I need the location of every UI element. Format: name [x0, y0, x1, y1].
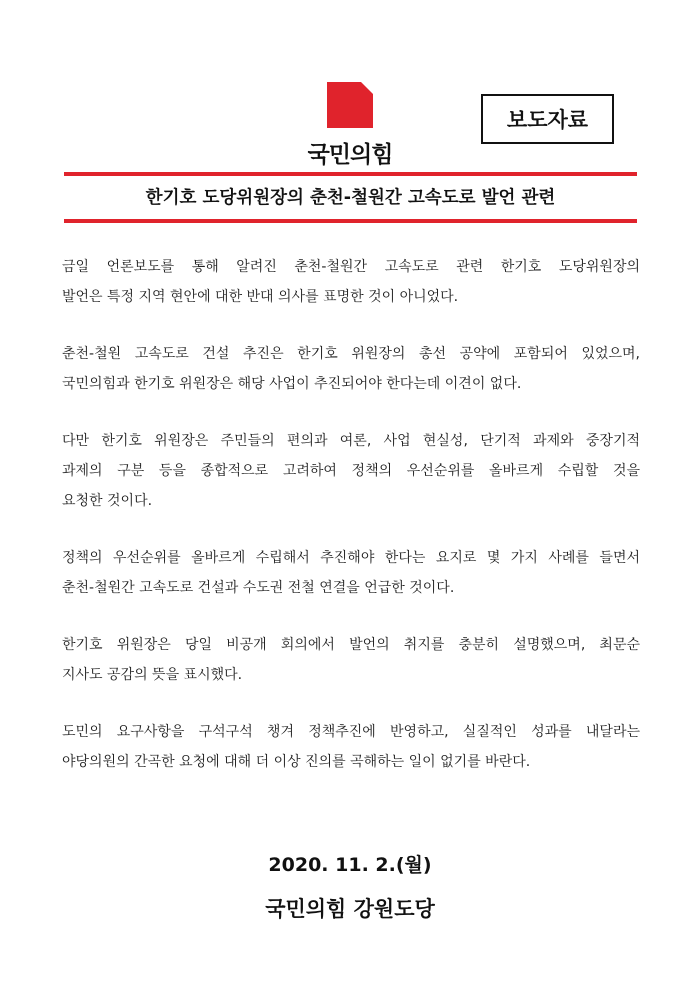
paragraph-line: 한기호 위원장은 당일 비공개 회의에서 발언의 취지를 충분히 설명했으며, 최문순 [62, 637, 640, 653]
headline-top-rule [64, 172, 637, 176]
release-date: 2020. 11. 2.(월) [268, 854, 432, 876]
paragraph-line: 금일 언론보도를 통해 알려진 춘천-철원간 고속도로 관련 한기호 도당위원장의 [62, 259, 640, 275]
issuer-name: 국민의힘 강원도당 [265, 897, 435, 921]
paragraph-line: 지사도 공감의 뜻을 표시했다. [62, 667, 243, 683]
document-body [62, 252, 640, 804]
paragraph-line: 춘천-철원간 고속도로 건설과 수도권 전철 연결을 언급한 것이다. [62, 580, 455, 596]
press-release-label: 보도자료 [481, 94, 614, 144]
party-logo-text: 국민의힘 [307, 142, 393, 168]
paragraph-line: 정책의 우선순위를 올바르게 수립해서 추진해야 한다는 요지로 몇 가지 사례를 들면서 [62, 550, 640, 566]
headline-bottom-rule [64, 219, 637, 223]
paragraph-line: 과제의 구분 등을 종합적으로 고려하여 정책의 우선순위를 올바르게 수립할 것을 [62, 463, 640, 479]
paragraph-line: 국민의힘과 한기호 위원장은 해당 사업이 추진되어야 한다는데 이견이 없다. [62, 376, 522, 392]
paragraph-line: 야당의원의 간곡한 요청에 대해 더 이상 진의를 곡해하는 일이 없기를 바란다. [62, 754, 531, 770]
headline: 한기호 도당위원장의 춘천-철원간 고속도로 발언 관련 [145, 188, 556, 208]
paragraph-line: 요청한 것이다. [62, 493, 153, 509]
paragraph [62, 426, 640, 516]
paragraph-line: 도민의 요구사항을 구석구석 챙겨 정책추진에 반영하고, 실질적인 성과를 내달라는 [62, 724, 640, 740]
paragraph-line: 다만 한기호 위원장은 주민들의 편의과 여론, 사업 현실성, 단기적 과제와 중장기적 [62, 433, 640, 449]
paragraph-line: 춘천-철원 고속도로 건설 추진은 한기호 위원장의 총선 공약에 포함되어 있었으며, [62, 346, 641, 362]
paragraph [62, 717, 640, 777]
paragraph [62, 543, 640, 603]
paragraph [62, 339, 640, 399]
party-logo-icon [327, 82, 373, 128]
paragraph [62, 630, 640, 690]
paragraph-line: 발언은 특정 지역 현안에 대한 반대 의사를 표명한 것이 아니었다. [62, 289, 459, 305]
paragraph [62, 252, 640, 312]
